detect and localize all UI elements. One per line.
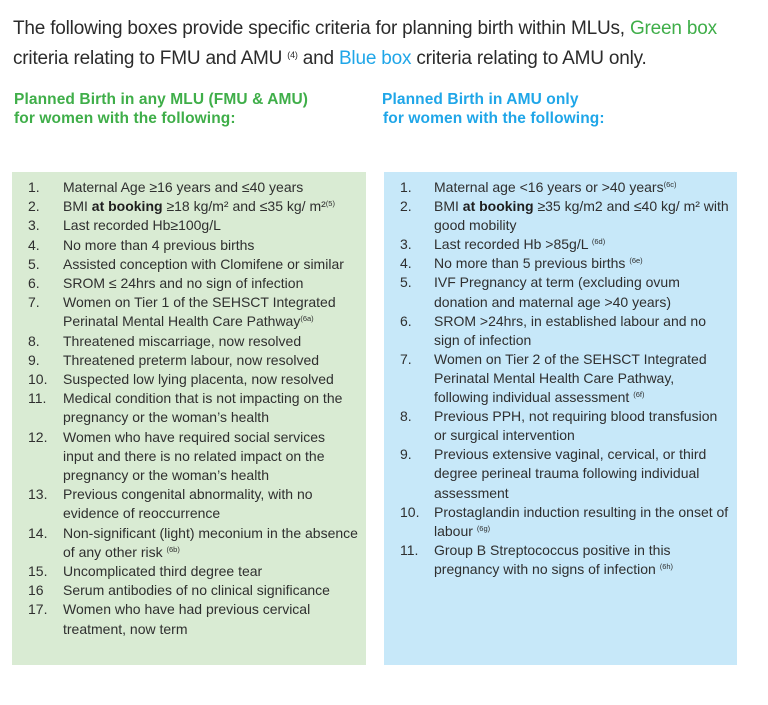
item-text: Threatened miscarriage, now resolved bbox=[63, 332, 302, 349]
item-reference: (6e) bbox=[629, 256, 643, 266]
item-text: Women on Tier 1 of the SEHSCT Integrated Perinatal Mental Health Care Pathway bbox=[63, 294, 336, 330]
item-text: Previous PPH, not requiring blood transfusion or surgical intervention bbox=[434, 408, 718, 444]
intro-text-3: and bbox=[297, 48, 339, 69]
item-reference: (6b) bbox=[166, 544, 180, 554]
item-number: 10. bbox=[400, 503, 420, 520]
criteria-item bbox=[384, 235, 737, 254]
item-number: 2. bbox=[400, 198, 412, 215]
blue-heading-line1: Planned Birth in AMU only bbox=[382, 91, 579, 108]
item-text: Women who have required social services input and there is no related impact on the pregnancy or the woman’s health bbox=[63, 428, 325, 484]
item-text: No more than 4 previous births bbox=[63, 236, 255, 253]
item-number: 8. bbox=[400, 408, 412, 425]
green-heading-line1: Planned Birth in any MLU (FMU & AMU) bbox=[14, 91, 309, 108]
criteria-item bbox=[384, 254, 737, 273]
item-text: Group B Streptococcus positive in this pregnancy with no signs of infection bbox=[434, 541, 671, 577]
criteria-item bbox=[384, 273, 737, 311]
item-reference: (6d) bbox=[591, 237, 606, 247]
criteria-item bbox=[384, 197, 737, 235]
criteria-item bbox=[12, 370, 366, 389]
item-text: Assisted conception with Clomifene or similar bbox=[63, 255, 344, 272]
item-number: 1. bbox=[400, 179, 412, 195]
blue-heading-line2: for women with the following: bbox=[383, 110, 605, 127]
item-text: IVF Pregnancy at term (excluding ovum donation and maternal age >40 years) bbox=[434, 274, 680, 310]
item-number: 10. bbox=[28, 371, 48, 388]
blue-criteria-box bbox=[384, 172, 737, 665]
criteria-item bbox=[12, 197, 366, 216]
item-reference: (5) bbox=[325, 199, 335, 209]
criteria-item bbox=[384, 312, 737, 350]
item-text: Prostaglandin induction resulting in the onset of labour bbox=[434, 503, 729, 539]
item-text: BMI bbox=[434, 198, 463, 215]
item-text: Serum antibodies of no clinical significance bbox=[63, 582, 330, 599]
criteria-item bbox=[384, 541, 737, 579]
green-box-label: Green box bbox=[629, 18, 717, 39]
item-reference: (6c) bbox=[663, 180, 677, 189]
item-number: 4. bbox=[400, 255, 412, 272]
item-number: 3. bbox=[28, 217, 40, 234]
criteria-item bbox=[12, 562, 366, 581]
item-text: Maternal Age ≥16 years and ≤40 years bbox=[63, 179, 304, 195]
item-number: 17. bbox=[28, 601, 48, 618]
item-text: Uncomplicated third degree tear bbox=[63, 563, 263, 580]
item-bold-text: at booking bbox=[91, 198, 163, 215]
item-number: 5. bbox=[28, 255, 40, 272]
item-reference: (6h) bbox=[659, 561, 674, 571]
item-text: BMI bbox=[63, 198, 92, 215]
criteria-item bbox=[12, 351, 366, 370]
intro-text-2: criteria relating to FMU and AMU bbox=[13, 48, 288, 69]
item-number: 13. bbox=[28, 486, 48, 503]
item-text: No more than 5 previous births bbox=[434, 255, 630, 272]
item-number: 16 bbox=[28, 582, 44, 599]
item-text: Threatened preterm labour, now resolved bbox=[63, 351, 320, 368]
item-text: Maternal age <16 years or >40 years bbox=[434, 179, 664, 195]
green-criteria-box bbox=[12, 172, 366, 665]
criteria-item bbox=[12, 428, 366, 486]
item-text: Suspected low lying placenta, now resolved bbox=[63, 371, 334, 388]
item-number: 7. bbox=[400, 350, 412, 367]
item-text: Last recorded Hb >85g/L bbox=[434, 236, 592, 253]
criteria-item bbox=[12, 274, 366, 293]
criteria-item bbox=[12, 216, 366, 235]
criteria-item bbox=[12, 581, 366, 600]
item-number: 9. bbox=[400, 446, 412, 463]
criteria-item bbox=[384, 178, 737, 197]
item-number: 4. bbox=[28, 236, 40, 253]
criteria-item bbox=[384, 503, 737, 541]
criteria-item bbox=[12, 293, 366, 331]
item-number: 1. bbox=[28, 179, 40, 195]
criteria-item bbox=[384, 407, 737, 445]
item-number: 12. bbox=[28, 428, 48, 445]
item-bold-text: at booking bbox=[462, 198, 534, 215]
green-heading-line2: for women with the following: bbox=[14, 110, 236, 127]
criteria-item bbox=[12, 236, 366, 255]
item-number: 9. bbox=[28, 351, 40, 368]
criteria-item bbox=[12, 332, 366, 351]
blue-box-label: Blue box bbox=[338, 48, 412, 69]
item-number: 6. bbox=[400, 312, 412, 329]
criteria-item bbox=[12, 524, 366, 562]
criteria-item bbox=[12, 600, 366, 638]
item-text: SROM >24hrs, in established labour and no sign of infection bbox=[434, 312, 706, 348]
item-number: 11. bbox=[400, 541, 419, 558]
item-number: 14. bbox=[28, 524, 48, 541]
item-text: Previous congenital abnormality, with no evidence of reoccurrence bbox=[63, 486, 313, 522]
item-number: 5. bbox=[400, 274, 412, 291]
intro-text-4: criteria relating to AMU only. bbox=[411, 48, 647, 69]
blue-criteria-list bbox=[384, 178, 737, 579]
green-box-heading bbox=[14, 90, 308, 128]
criteria-item bbox=[384, 445, 737, 502]
item-text: Previous extensive vaginal, cervical, or third degree perineal trauma following individual assessment bbox=[434, 446, 707, 501]
item-reference: (6a) bbox=[300, 314, 314, 324]
green-criteria-list bbox=[12, 178, 366, 639]
item-number: 3. bbox=[400, 236, 412, 253]
item-number: 15. bbox=[28, 563, 48, 580]
intro-reference: (4) bbox=[287, 50, 298, 60]
item-reference: (6g) bbox=[476, 523, 491, 533]
item-text: Medical condition that is not impacting on the pregnancy or the woman’s health bbox=[63, 390, 343, 426]
item-text: Non-significant (light) meconium in the absence of any other risk bbox=[63, 524, 358, 560]
intro-paragraph bbox=[13, 14, 763, 74]
intro-text-1: The following boxes provide specific criteria for planning birth within MLUs, bbox=[13, 18, 630, 39]
item-number: 8. bbox=[28, 332, 40, 349]
item-text: Last recorded Hb≥100g/L bbox=[63, 217, 221, 234]
item-number: 6. bbox=[28, 275, 40, 292]
item-number: 2. bbox=[28, 198, 40, 215]
criteria-item bbox=[12, 255, 366, 274]
item-text-cont: ≥18 kg/m² and ≤35 kg/ m² bbox=[162, 198, 326, 215]
criteria-item bbox=[12, 389, 366, 427]
item-number: 7. bbox=[28, 294, 40, 311]
criteria-item bbox=[12, 485, 366, 523]
blue-box-heading bbox=[382, 90, 605, 128]
item-text-cont: ≥35 kg/m2 and ≤40 kg/ m² with good mobility bbox=[434, 198, 729, 234]
item-number: 11. bbox=[28, 390, 47, 407]
criteria-item bbox=[12, 178, 366, 197]
criteria-item bbox=[384, 350, 737, 407]
item-text: SROM ≤ 24hrs and no sign of infection bbox=[63, 275, 304, 292]
item-text: Women on Tier 2 of the SEHSCT Integrated Perinatal Mental Health Care Pathway, following individual assessment bbox=[434, 350, 707, 406]
item-reference: (6f) bbox=[633, 390, 645, 400]
item-text: Women who have had previous cervical treatment, now term bbox=[63, 601, 311, 637]
